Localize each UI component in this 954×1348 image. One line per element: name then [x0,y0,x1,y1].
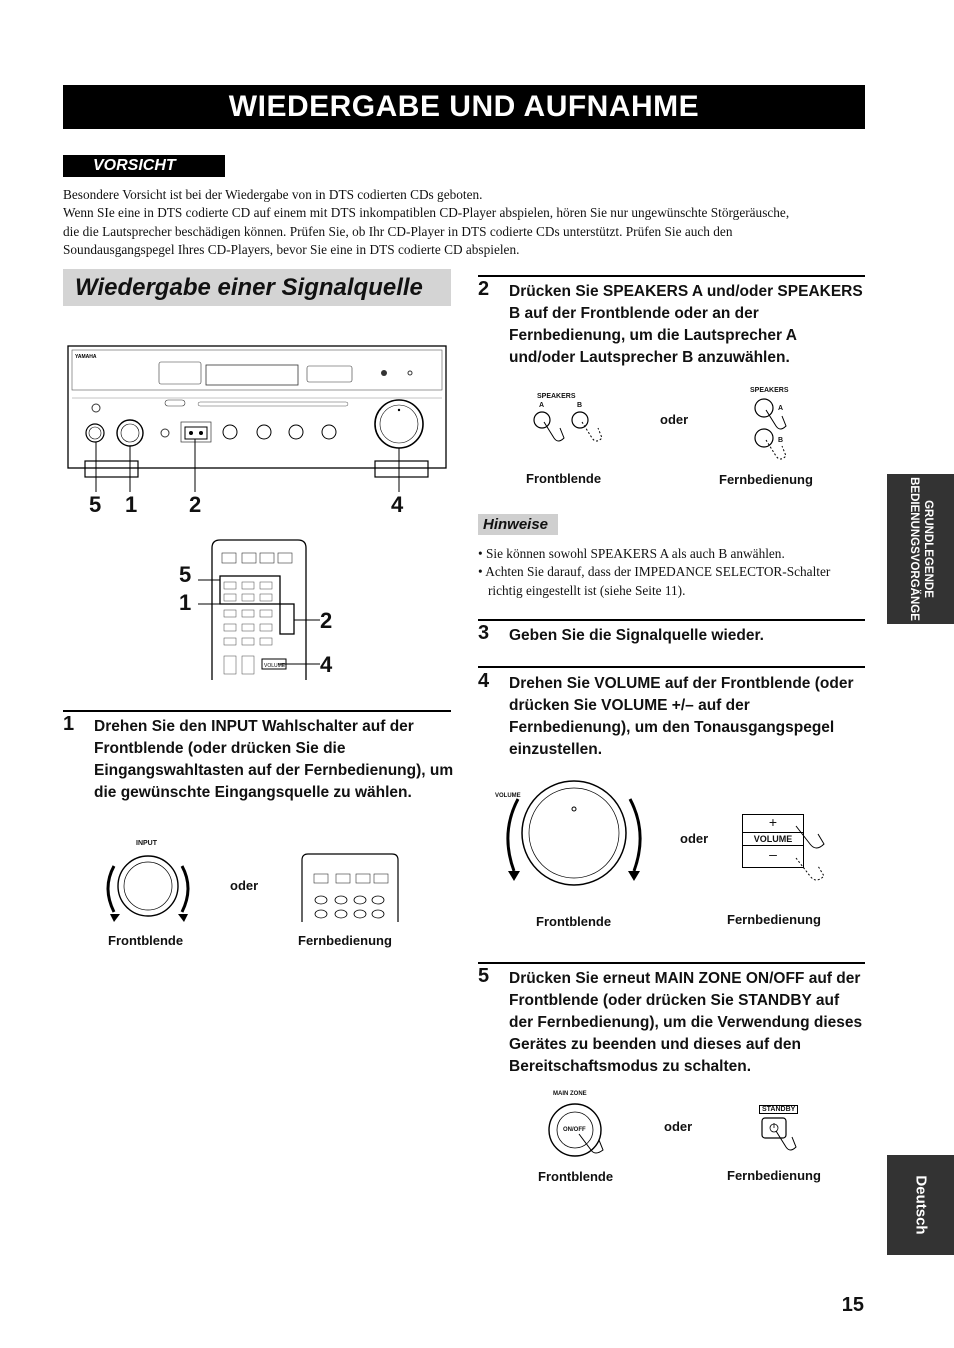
caution-text [63,186,868,259]
caption-front: Frontblende [526,471,602,486]
caution-line: Soundausgangspegel Ihres CD-Players, bevor Sie eine in DTS codierte CD abspielen. [63,241,520,257]
callout-1: 1 [125,492,138,517]
note-text: Sie können sowohl SPEAKERS A als auch B anwählen. [485,546,785,561]
volume-knob-label: VOLUME [495,793,521,799]
volume-plus: + [768,814,778,830]
step-number: 4 [478,670,490,692]
remote-speakers-illustration [748,396,798,466]
note-item: • Sie können sowohl SPEAKERS A als auch B anwählen. [478,546,785,561]
volume-knob-illustration [500,775,650,895]
volume-minus: – [769,846,777,862]
callout-remote-1: 1 [179,590,192,615]
callout-5: 5 [89,492,102,517]
remote-speakers-label: SPEAKERS [750,387,789,394]
callout-4: 4 [391,492,404,517]
remote-speakers-a-label: A [778,405,784,412]
step-number: 2 [478,278,490,300]
or-text: oder [230,878,259,893]
divider [63,710,451,712]
speakers-a-label: A [539,402,545,409]
input-knob-illustration [100,848,196,926]
standby-button-illustration [758,1115,798,1159]
side-tab-text: GRUNDLEGENDE BEDIENUNGSVORGÄNGE [907,477,934,621]
step-text: Geben Sie die Signalquelle wieder. [509,627,764,644]
notes-list [478,545,858,600]
yamaha-logo: YAMAHA [75,354,97,360]
divider [478,619,865,621]
callout-remote-4: 4 [320,652,333,677]
caption-front: Frontblende [108,933,184,948]
callout-remote-5: 5 [179,562,192,587]
step-number: 3 [478,622,490,644]
step-number: 1 [63,713,75,735]
note-text: Achten Sie darauf, dass der IMPEDANCE SELECTOR-Schalter richtig eingestellt ist (siehe Seite 11). [485,564,831,598]
divider [478,666,865,668]
side-tab-basic-operations [887,474,954,624]
caption-remote: Fernbedienung [719,472,813,487]
page-number: 15 [841,1294,864,1316]
caption-remote: Fernbedienung [727,912,821,927]
note-item: • Achten Sie darauf, dass der IMPEDANCE SELECTOR-Schalter richtig eingestellt ist (siehe Seite 11). [478,564,831,598]
caption-front: Frontblende [536,914,612,929]
side-tab-language [887,1155,954,1255]
side-tab-language-text: Deutsch [912,1175,929,1235]
input-knob-label: INPUT [136,840,157,847]
speakers-b-label: B [577,402,583,409]
remote-control-illustration [190,538,340,680]
caption-front: Frontblende [538,1169,614,1184]
speakers-label: SPEAKERS [537,393,576,400]
caption-remote: Fernbedienung [298,933,392,948]
standby-label: STANDBY [759,1105,798,1114]
caution-line: Besondere Vorsicht ist bei der Wiedergabe von in DTS codierten CDs geboten. [63,187,483,202]
or-text: oder [680,831,709,846]
section-title: Wiedergabe einer Signalquelle [63,269,451,306]
caption-remote: Fernbedienung [727,1168,821,1183]
caution-line: die die Lautsprecher beschädigen können. Prüfen Sie, ob Ihr CD-Player in DTS codierte CDs unterstützt. Prüfen Sie auch den [63,223,733,239]
volume-text: VOLUME [743,832,803,846]
main-zone-label: MAIN ZONE [553,1091,587,1097]
caution-label: VORSICHT [63,155,225,177]
on-off-text: ON/OFF [563,1127,586,1133]
or-text: oder [660,412,689,427]
divider [478,962,865,964]
receiver-front-panel-illustration [63,340,453,555]
caution-line: Wenn SIe eine in DTS codierte CD auf einem mit DTS inkompatiblen CD-Player abspielen, hören Sie nur ungewünschte Störgeräusche, [63,205,790,221]
callout-2: 2 [189,492,202,517]
notes-label: Hinweise [478,514,558,535]
remote-volume-text: VOLUME [264,663,286,669]
page-title: WIEDERGABE UND AUFNAHME [63,85,865,129]
step-text: Drücken Sie erneut MAIN ZONE ON/OFF auf der Frontblende (oder drücken Sie STANDBY auf der Fernbedienung), um die Verwendung dieses Gerätes zu beenden und dieses auf den Bereitschaftsmodus zu schalten. [509,970,863,1075]
step-number: 5 [478,965,490,987]
divider [478,275,865,277]
remote-speakers-b-label: B [778,437,784,444]
step-text: Drehen Sie den INPUT Wahlschalter auf der Frontblende (oder drücken Sie die Eingangswahltasten auf der Fernbedienung), um die gewünschte Eingangsquelle zu wählen. [94,718,454,801]
step-text: Drehen Sie VOLUME auf der Frontblende (oder drücken Sie VOLUME +/– auf der Fernbedienung), um den Tonausgangspegel einzustellen. [509,675,854,758]
step-text: Drücken Sie SPEAKERS A und/oder SPEAKERS B auf der Frontblende oder an der Fernbedienung, um die Lautsprecher A und/oder Lautsprecher B anzuwählen. [509,283,863,366]
callout-remote-2: 2 [320,608,333,633]
remote-input-buttons-illustration [298,852,402,922]
or-text: oder [664,1119,693,1134]
speakers-buttons-illustration [530,408,610,453]
finger-icon [792,822,832,886]
